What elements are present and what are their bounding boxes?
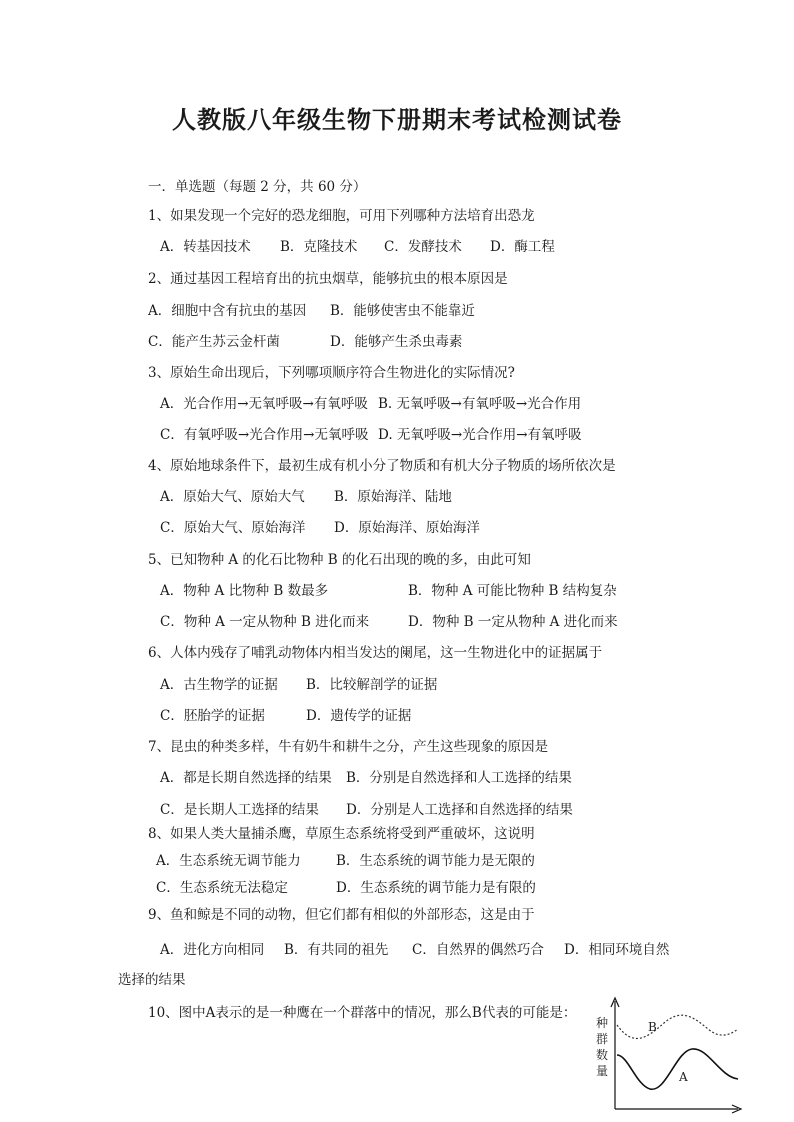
question-3-option-b: B. 无氧呼吸→有氧呼吸→光合作用 xyxy=(378,396,582,412)
question-5-option-b: B．物种 A 可能比物种 B 结构复杂 xyxy=(408,583,617,599)
question-2-option-a: A．细胞中含有抗虫的基因 xyxy=(148,303,307,319)
question-8-option-a: A．生态系统无调节能力 xyxy=(156,853,301,869)
graph-ylabel-char-2: 群 xyxy=(595,1032,609,1046)
curve-a xyxy=(617,1049,738,1089)
question-1-stem: 1、如果发现一个完好的恐龙细胞，可用下列哪种方法培育出恐龙 xyxy=(148,208,535,224)
population-graph xyxy=(588,995,744,1115)
graph-ylabel-char-4: 量 xyxy=(595,1064,609,1078)
question-8-stem: 8、如果人类大量捕杀鹰，草原生态系统将受到严重破坏，这说明 xyxy=(148,826,535,842)
section-heading: 一．单选题（每题 2 分，共 60 分） xyxy=(148,179,367,195)
question-1-option-a: A．转基因技术 xyxy=(160,239,251,255)
question-9-option-b: B．有共同的祖先 xyxy=(284,942,389,958)
question-9-option-a: A．进化方向相同 xyxy=(160,942,265,958)
question-6-stem: 6、人体内残存了哺乳动物体内相当发达的阑尾，这一生物进化中的证据属于 xyxy=(148,645,603,661)
question-4-option-b: B．原始海洋、陆地 xyxy=(334,489,452,505)
question-10-stem: 10、图中A表示的是一种鹰在一个群落中的情况，那么B代表的可能是： xyxy=(148,1005,577,1021)
question-9-option-d: D．相同环境自然 xyxy=(564,942,670,958)
graph-ylabel-char-3: 数 xyxy=(595,1048,609,1062)
question-5-option-c: C．物种 A 一定从物种 B 进化而来 xyxy=(160,614,370,630)
question-9-stem: 9、鱼和鲸是不同的动物，但它们都有相似的外部形态，这是由于 xyxy=(148,907,535,923)
question-7-option-d: D．分别是人工选择和自然选择的结果 xyxy=(346,802,573,818)
question-6-option-d: D．遗传学的证据 xyxy=(306,708,412,724)
question-9-option-c: C．自然界的偶然巧合 xyxy=(412,942,544,958)
question-4-stem: 4、原始地球条件下，最初生成有机小分了物质和有机大分子物质的场所依次是 xyxy=(148,458,616,474)
question-3-option-a: A．光合作用→无氧呼吸→有氧呼吸 xyxy=(160,396,368,412)
question-7-option-c: C．是长期人工选择的结果 xyxy=(160,802,319,818)
question-8-option-d: D．生态系统的调节能力是有限的 xyxy=(336,880,536,896)
question-7-stem: 7、昆虫的种类多样，牛有奶牛和耕牛之分，产生这些现象的原因是 xyxy=(148,739,549,755)
question-5-option-d: D．物种 B 一定从物种 A 进化而来 xyxy=(408,614,618,630)
question-8-option-b: B．生态系统的调节能力是无限的 xyxy=(336,853,535,869)
question-4-option-c: C．原始大气、原始海洋 xyxy=(160,520,306,536)
question-2-option-b: B．能够使害虫不能靠近 xyxy=(330,303,475,319)
question-1-option-b: B．克隆技术 xyxy=(280,239,358,255)
page-title: 人教版八年级生物下册期末考试检测试卷 xyxy=(172,105,622,134)
curve-a-label: A xyxy=(679,1070,688,1084)
question-2-stem: 2、通过基因工程培育出的抗虫烟草，能够抗虫的根本原因是 xyxy=(148,271,508,287)
question-8-option-c: C．生态系统无法稳定 xyxy=(156,880,288,896)
graph-ylabel-char-1: 种 xyxy=(595,1016,609,1030)
question-7-option-a: A．都是长期自然选择的结果 xyxy=(160,770,332,786)
question-1-option-c: C．发酵技术 xyxy=(384,239,462,255)
question-7-option-b: B．分别是自然选择和人工选择的结果 xyxy=(346,770,572,786)
curve-b xyxy=(617,1015,738,1038)
question-2-option-d: D．能够产生杀虫毒素 xyxy=(330,334,463,350)
curve-b-label: B xyxy=(648,1020,657,1034)
question-6-option-a: A．古生物学的证据 xyxy=(160,677,278,693)
question-6-option-b: B．比较解剖学的证据 xyxy=(306,677,438,693)
question-3-option-d: D. 无氧呼吸→光合作用→有氧呼吸 xyxy=(378,427,582,443)
question-2-option-c: C．能产生苏云金杆菌 xyxy=(148,334,280,350)
question-4-option-d: D．原始海洋、原始海洋 xyxy=(334,520,480,536)
question-9-option-d-continuation: 选择的结果 xyxy=(118,972,186,988)
question-5-stem: 5、已知物种 A 的化石比物种 B 的化石出现的晚的多，由此可知 xyxy=(148,552,531,568)
question-3-option-c: C．有氧呼吸→光合作用→无氧呼吸 xyxy=(160,427,369,443)
question-1-option-d: D．酶工程 xyxy=(490,239,555,255)
question-5-option-a: A．物种 A 比物种 B 数最多 xyxy=(160,583,329,599)
question-4-option-a: A．原始大气、原始大气 xyxy=(160,489,305,505)
question-6-option-c: C．胚胎学的证据 xyxy=(160,708,265,724)
question-3-stem: 3、原始生命出现后，下列哪项顺序符合生物进化的实际情况? xyxy=(148,365,515,381)
